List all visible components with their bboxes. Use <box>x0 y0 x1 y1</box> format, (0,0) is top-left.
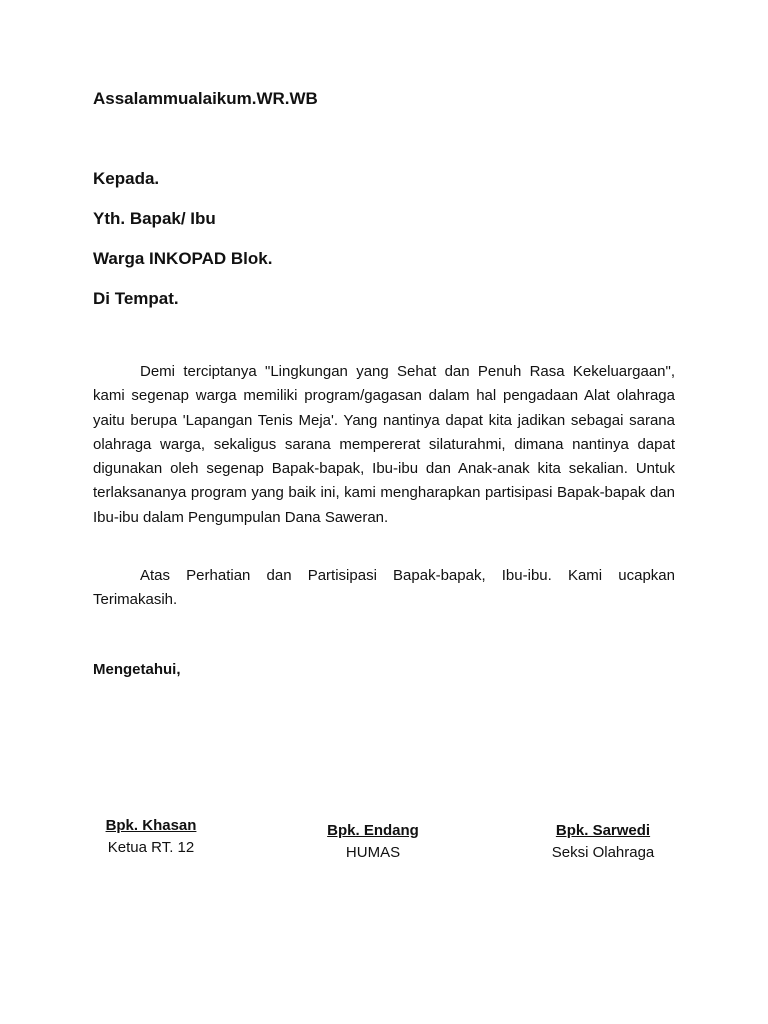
greeting: Assalammualaikum.WR.WB <box>93 89 318 108</box>
signatory-role: Ketua RT. 12 <box>107 839 195 856</box>
signatory-role: Seksi Olahraga <box>551 844 655 861</box>
address-line-kepada: Kepada. <box>93 169 160 188</box>
signatory-block <box>96 815 206 859</box>
body-paragraph-2: Atas Perhatian dan Partisipasi Bapak-bapak, Ibu-ibu. Kami ucapkan Terimakasih. <box>93 567 675 609</box>
signatory-name: Bpk. Sarwedi <box>555 822 651 839</box>
body-paragraph-1: Demi terciptanya "Lingkungan yang Sehat dan Penuh Rasa Kekeluargaan", kami segenap warga memiliki program/gagasan dalam hal pengadaan Alat olahraga yaitu berupa 'Lapangan Tenis Meja'. Yang nantinya dapat kita jadikan sebagai sarana olahraga warga, sekaligus sarana mempererat silaturahmi, dimana nantinya dapat digunakan oleh segenap Bapak-bapak, Ibu-ibu dan Anak-anak kita sekalian. Untuk terlaksananya program yang baik ini, kami mengharapkan partisipasi Bapak-bapak dan Ibu-ibu dalam Pengumpulan Dana Saweran. <box>93 363 675 526</box>
address-line-warga: Warga INKOPAD Blok. <box>93 249 273 268</box>
signatory-role: HUMAS <box>345 844 401 861</box>
signatory-name: Bpk. Khasan <box>105 817 197 834</box>
signatory-block <box>313 820 433 864</box>
signatory-block <box>538 820 668 864</box>
signatory-name: Bpk. Endang <box>327 822 419 839</box>
address-line-tempat: Di Tempat. <box>93 289 179 308</box>
closing-label: Mengetahui, <box>93 661 181 678</box>
address-line-recipient: Yth. Bapak/ Ibu <box>93 209 216 228</box>
